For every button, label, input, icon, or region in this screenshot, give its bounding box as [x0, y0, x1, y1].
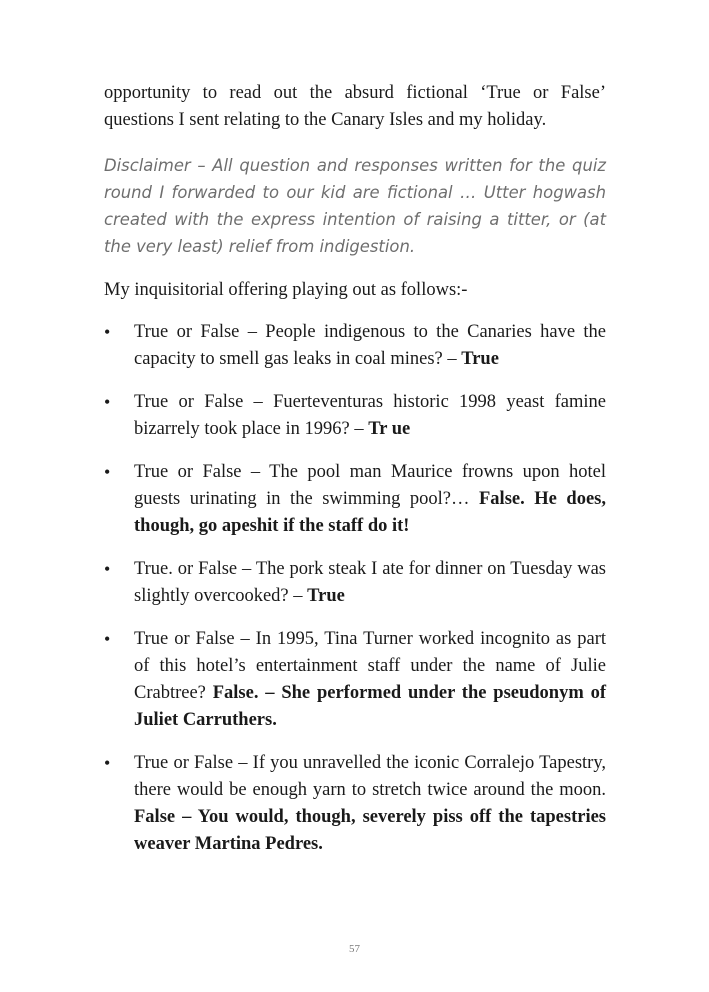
- question-text: True or False – If you unravelled the iconic Corralejo Tapestry, there would be enough yarn to stretch twice around the moon.: [134, 753, 606, 800]
- list-item: [104, 626, 606, 734]
- list-item: [104, 389, 606, 443]
- question-text: True or False – People indigenous to the Canaries have the capacity to smell gas leaks in coal mines? –: [134, 322, 606, 369]
- bullet-icon: •: [104, 392, 111, 412]
- bullet-icon: •: [104, 559, 111, 579]
- answer-text: True: [461, 349, 499, 369]
- list-item: [104, 556, 606, 610]
- page-number: 57: [349, 943, 360, 955]
- page-body: [104, 80, 606, 874]
- question-text: True. or False – The pork steak I ate for dinner on Tuesday was slightly overcooked? –: [134, 559, 606, 606]
- answer-text: False. He does, though, go apeshit if the staff do it!: [134, 489, 606, 536]
- list-item: [104, 750, 606, 858]
- question-text: True or False – In 1995, Tina Turner worked incognito as part of this hotel’s entertainment staff under the name of Julie Crabtree?: [134, 629, 606, 703]
- bullet-icon: •: [104, 629, 111, 649]
- answer-text: False – You would, though, severely piss off the tapestries weaver Martina Pedres.: [134, 807, 606, 854]
- question-text: True or False – The pool man Maurice frowns upon hotel guests urinating in the swimming pool?…: [134, 462, 606, 509]
- bullet-icon: •: [104, 462, 111, 482]
- answer-text: False. – She performed under the pseudonym of Juliet Carruthers.: [134, 683, 606, 730]
- lead-paragraph: My inquisitorial offering playing out as follows:-: [104, 280, 468, 300]
- bullet-icon: •: [104, 753, 111, 773]
- bullet-icon: •: [104, 322, 111, 342]
- list-item: [104, 319, 606, 373]
- question-text: True or False – Fuerteventuras historic 1998 yeast famine bizarrely took place in 1996? –: [134, 392, 606, 439]
- intro-paragraph: opportunity to read out the absurd fictional ‘True or False’ questions I sent relating to the Canary Isles and my holiday.: [104, 83, 606, 130]
- answer-text: True: [307, 586, 345, 606]
- list-item: [104, 459, 606, 540]
- disclaimer-paragraph: Disclaimer – All question and responses written for the quiz round I forwarded to our kid are fictional … Utter hogwash created with the express intention of raising a titter, or (at the very least) relief from indigestion.: [104, 156, 606, 256]
- answer-text: Tr ue: [368, 419, 411, 439]
- question-list: [104, 319, 606, 858]
